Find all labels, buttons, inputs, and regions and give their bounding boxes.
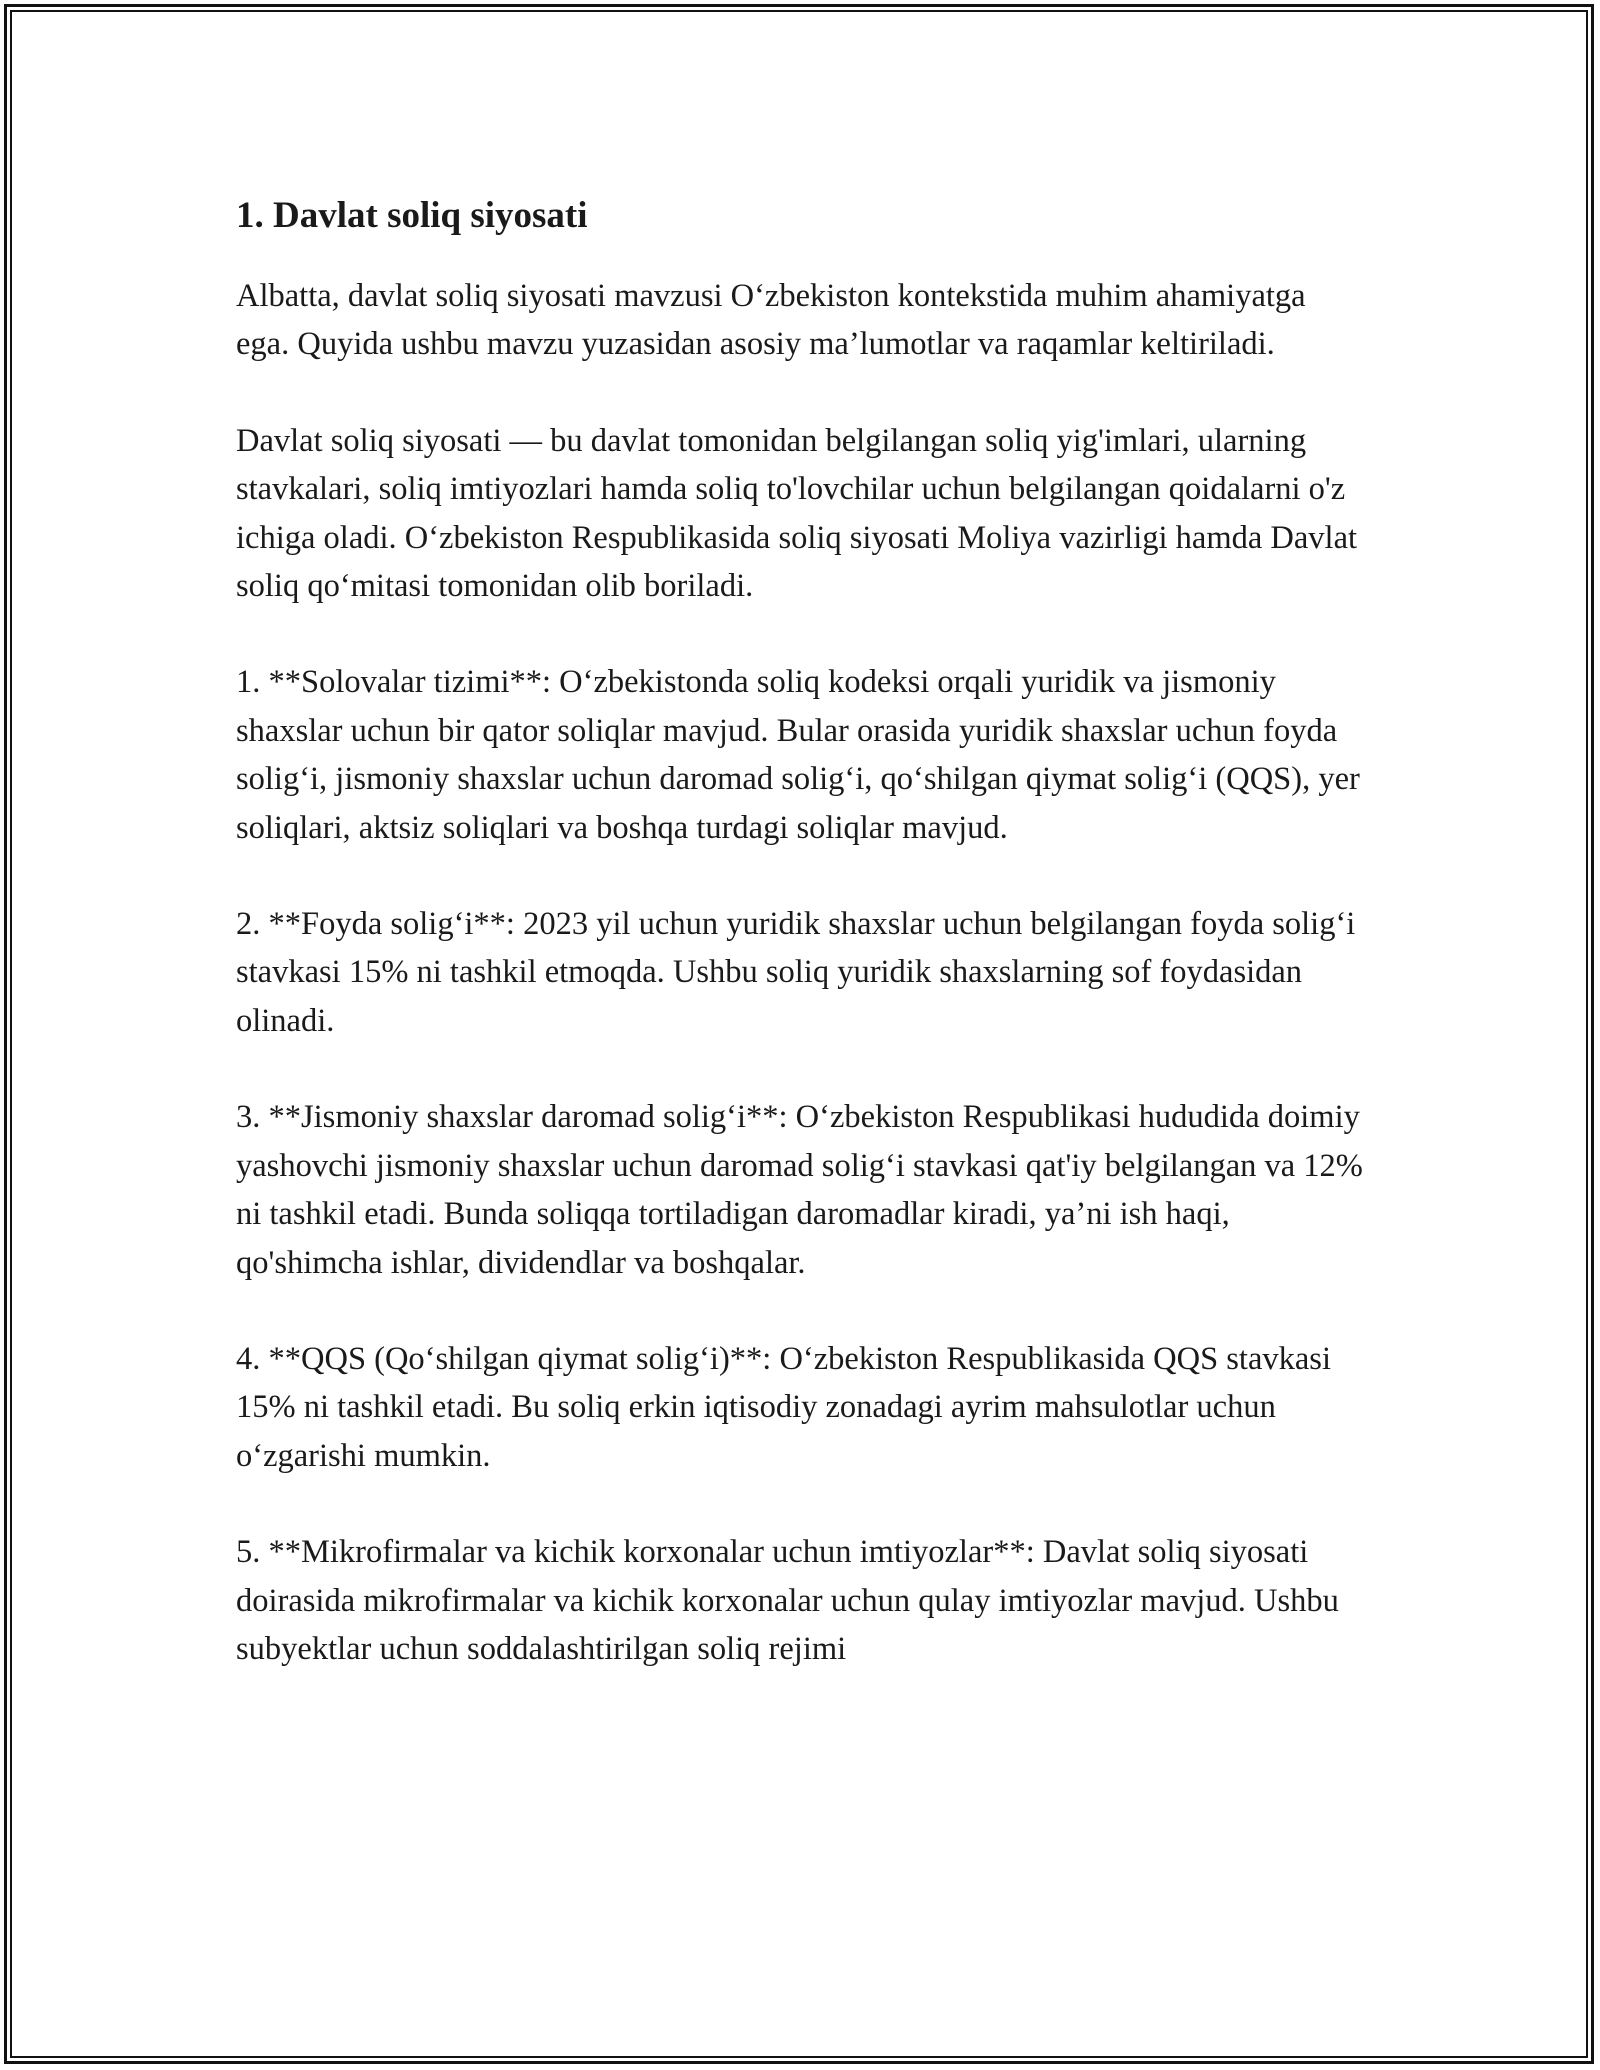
document-title: 1. Davlat soliq siyosati (236, 195, 588, 236)
list-item-income-tax: 3. **Jismoniy shaxslar daromad solig‘i**: O‘zbekiston Respublikasi hududida doimiy yashovchi jismoniy shaxslar uchun daromad solig‘i stavkasi qat'iy belgilangan va 12% ni tashkil etadi. Bunda soliqqa tortiladigan daromadlar kiradi, ya’ni ish haqi, qo'shimcha ishlar, dividendlar va boshqalar. (236, 1099, 1363, 1281)
list-item-small-business: 5. **Mikrofirmalar va kichik korxonalar uchun imtiyozlar**: Davlat soliq siyosati doirasida mikrofirmalar va kichik korxonalar uchun qulay imtiyozlar mavjud. Ushbu subyektlar uchun soddalashtirilgan soliq rejimi (236, 1534, 1339, 1667)
list-item-tax-system: 1. **Solovalar tizimi**: O‘zbekistonda soliq kodeksi orqali yuridik va jismoniy shaxslar uchun bir qator soliqlar mavjud. Bular orasida yuridik shaxslar uchun foyda solig‘i, jismoniy shaxslar uchun daromad solig‘i, qo‘shilgan qiymat solig‘i (QQS), yer soliqlari, aktsiz soliqlari va boshqa turdagi soliqlar mavjud. (236, 664, 1360, 846)
document-body (236, 183, 1366, 1721)
definition-paragraph: Davlat soliq siyosati — bu davlat tomonidan belgilangan soliq yig'imlari, ularning stavkalari, soliq imtiyozlari hamda soliq to'lovchilar uchun belgilangan qoidalarni o'z ichiga oladi. O‘zbekiston Respublikasida soliq siyosati Moliya vazirligi hamda Davlat soliq qo‘mitasi tomonidan olib boriladi. (236, 422, 1358, 605)
list-item-profit-tax: 2. **Foyda solig‘i**: 2023 yil uchun yuridik shaxslar uchun belgilangan foyda solig‘i stavkasi 15% ni tashkil etmoqda. Ushbu soliq yuridik shaxslarning sof foydasidan olinadi. (236, 906, 1356, 1039)
list-item-vat: 4. **QQS (Qo‘shilgan qiymat solig‘i)**: O‘zbekiston Respublikasida QQS stavkasi 15% ni tashkil etadi. Bu soliq erkin iqtisodiy zonadagi ayrim mahsulotlar uchun o‘zgarishi mumkin. (236, 1340, 1331, 1474)
intro-paragraph: Albatta, davlat soliq siyosati mavzusi O‘zbekiston kontekstida muhim ahamiyatga ega. Quyida ushbu mavzu yuzasidan asosiy ma’lumotlar va raqamlar keltiriladi. (236, 278, 1306, 363)
